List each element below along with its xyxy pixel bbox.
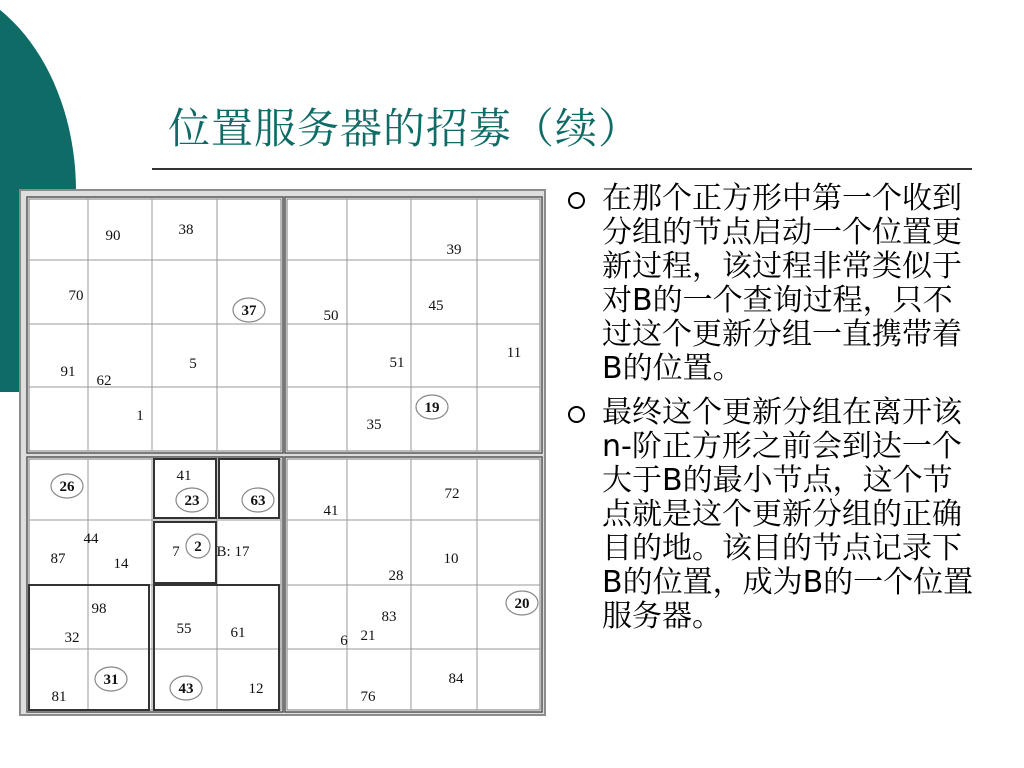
bullet-item	[566, 182, 976, 386]
slide-title: 位置服务器的招募（续）	[168, 104, 642, 153]
node-label: 50	[323, 308, 339, 324]
node-label: 91	[60, 364, 76, 380]
circled-node-label: 43	[178, 681, 194, 697]
node-label: 10	[443, 551, 459, 567]
node-label: 28	[388, 568, 404, 584]
node-label: 32	[64, 630, 80, 646]
node-label: 5	[189, 356, 197, 372]
circled-node-label: 20	[514, 596, 530, 612]
node-label: 38	[178, 222, 194, 238]
node-label: 98	[91, 601, 107, 617]
node-label: 51	[389, 355, 405, 371]
node-label: 21	[360, 628, 376, 644]
grid-diagram	[19, 189, 546, 716]
node-label: 11	[506, 345, 522, 361]
node-label: 87	[50, 551, 66, 567]
node-label: 41	[323, 503, 339, 519]
circled-node-label: 2	[194, 539, 202, 555]
circled-node-label: 23	[184, 493, 200, 509]
bullet-text: 最终这个更新分组在离开该n-阶正方形之前会到达一个大于B的最小节点，这个节点就是这个更新分组的正确目的地。该目的节点记录下B的位置，成为B的一个位置服务器。	[602, 395, 974, 634]
node-label: 35	[366, 417, 382, 433]
order-2-square	[285, 197, 542, 453]
node-label: 83	[381, 609, 397, 625]
circled-node-label: 19	[424, 400, 440, 416]
node-label: 44	[83, 531, 99, 547]
node-label: 62	[96, 373, 112, 389]
grid-svg	[21, 191, 544, 714]
node-label: 70	[68, 288, 84, 304]
circled-node-label: 63	[250, 493, 266, 509]
bullet-item	[566, 396, 976, 634]
node-label: 6	[340, 633, 348, 649]
bullet-list	[566, 182, 976, 644]
node-label: B: 17	[216, 544, 250, 560]
node-label: 12	[248, 681, 264, 697]
bullet-circle-icon	[568, 406, 585, 423]
node-label: 1	[136, 408, 144, 424]
node-label: 41	[176, 468, 192, 484]
node-label: 76	[360, 689, 376, 705]
node-label: 7	[172, 544, 180, 560]
circled-node-label: 37	[241, 303, 257, 319]
node-label: 72	[444, 486, 460, 502]
node-label: 55	[176, 621, 192, 637]
node-label: 61	[230, 625, 246, 641]
node-label: 39	[446, 242, 462, 258]
node-label: 81	[51, 689, 67, 705]
node-label: 84	[448, 671, 464, 687]
order-2-square	[27, 197, 283, 453]
bullet-circle-icon	[568, 192, 585, 209]
title-divider	[152, 168, 972, 170]
node-label: 14	[113, 556, 129, 572]
circled-node-label: 26	[59, 479, 75, 495]
bullet-text: 在那个正方形中第一个收到分组的节点启动一个位置更新过程，该过程非常类似于对B的一个查询过程，只不过这个更新分组一直携带着B的位置。	[602, 181, 962, 386]
circled-node-label: 31	[103, 672, 119, 688]
node-label: 90	[105, 228, 121, 244]
decorative-teal-bar	[0, 182, 20, 392]
node-label: 45	[428, 298, 444, 314]
